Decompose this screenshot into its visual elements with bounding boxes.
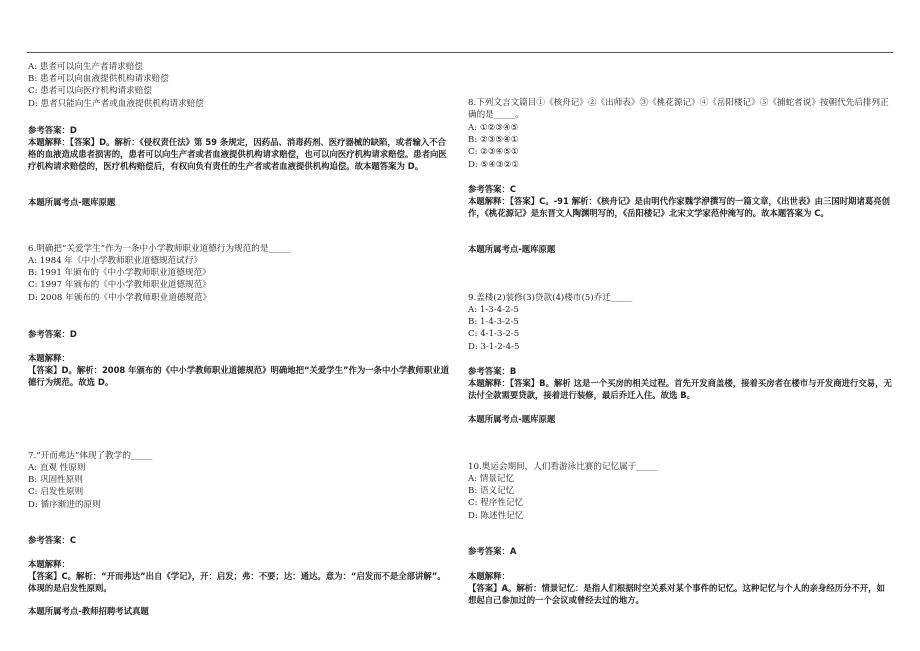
- q10-answer: 参考答案：A: [468, 546, 517, 556]
- q9-options: [468, 304, 893, 353]
- q9-source: 本题所属考点-题库原题: [468, 414, 556, 424]
- q8-explanation: 本题解释：【答案】C。-91 解析：《核舟记》是由明代作家魏学洢撰写的一篇文章，《出世表》由三国时期诸葛亮创作，《桃花源记》是东晋文人陶渊明写的，《岳阳楼记》北宋文学家范仲淹写的。故本题答案为 C。: [468, 196, 890, 219]
- q9-answer: 参考答案：B: [468, 366, 517, 376]
- q7-explanation: 【答案】C。解析：“开而弗达”出自《学记》，开：启发；弗：不要；达：通达。意为：“启发而不是全部讲解”。体现的是启发性原则。: [28, 571, 446, 594]
- q9-explanation: 本题解释：【答案】B。解析 这是一个买房的相关过程。首先开发商盖楼，接着买房者在楼市与开发商进行交易，无法付全款需要贷款，接着进行装修，最后乔迁入住。故选 B。: [468, 378, 892, 401]
- option: A: 直观 性原则: [28, 463, 86, 473]
- q6-explanation: 【答案】D。解析：2008 年颁布的《中小学教师职业道德规范》明确地把“关爱学生”作为一条中小学教师职业道德行为规范。故选 D。: [28, 365, 450, 388]
- q10-title: 10.奥运会期间，人们看游泳比赛的记忆属于_____: [468, 462, 658, 472]
- q8-source: 本题所属考点-题库原题: [468, 244, 556, 254]
- option: D: 3-1-2-4-5: [468, 341, 520, 352]
- q6-explain-label: 本题解释：: [28, 353, 70, 363]
- option: C: 1997 年颁布的《中小学教师职业道德规范》: [28, 280, 211, 291]
- q6-options: [28, 255, 453, 304]
- q5-source: 本题所属考点-题库原题: [28, 197, 116, 207]
- q7-explain-label: 本题解释：: [28, 559, 70, 569]
- option: C: 程序性记忆: [468, 498, 524, 509]
- option: C: 患者可以向医疗机构请求赔偿: [28, 86, 152, 97]
- option: A: 1-3-4-2-5: [468, 305, 519, 315]
- option: B: 患者可以向血液提供机构请求赔偿: [28, 74, 169, 85]
- option: B: 语义记忆: [468, 486, 515, 497]
- option: B: ②③⑤④①: [468, 135, 519, 146]
- q9-title: 9.盖楼(2)装修(3)贷款(4)楼市(5)乔迁_____: [468, 293, 633, 303]
- q5-answer: 参考答案：D: [28, 125, 77, 135]
- q6-title: 6.明确把“关爱学生”作为一条中小学教师职业道德行为规范的是_____: [28, 244, 290, 254]
- option: B: 1-4-3-2-5: [468, 317, 519, 328]
- option: D: 2008 年颁布的《中小学教师职业道德规范》: [28, 292, 212, 303]
- q8-title: 8.下列文言文篇目①《核舟记》②《出师表》③《桃花源记》④《岳阳楼记》⑤《捕蛇者说》按朝代先后排列正确的是_____。: [468, 98, 889, 121]
- q10-explanation: 【答案】A。解析：情景记忆：是指人们根据时空关系对某个事件的记忆。这种记忆与个人的亲身经历分不开，如想起自己参加过的一个会议或曾经去过的地方。: [468, 583, 885, 606]
- q5-options: [28, 61, 453, 110]
- option: C: 启发性原则: [28, 487, 84, 498]
- header-rule: [27, 52, 893, 53]
- option: C: ②③④⑤①: [468, 147, 519, 158]
- option: C: 4-1-3-2-5: [468, 329, 520, 340]
- q7-answer: 参考答案：C: [28, 535, 77, 545]
- option: A: ①②③④⑤: [468, 123, 519, 133]
- option: B: 1991 年颁布的《中小学教师职业道德规范》: [28, 268, 211, 279]
- option: A: 患者可以向生产者请求赔偿: [28, 62, 143, 72]
- option: B: 巩固性原则: [28, 475, 83, 486]
- q8-options: [468, 122, 893, 171]
- q5-explanation: 本题解释：【答案】D。解析：《侵权责任法》第 59 条规定，因药品、消毒药剂、医疗器械的缺陷，或者输入不合格的血液造成患者损害的，患者可以向生产者或者血液提供机构请求赔偿，也可以向医疗机构请求赔偿。患者向医疗机构请求赔偿的，医疗机构赔偿后，有权向负有责任的生产者或者血液提供机构追偿。故本题答案为 D。: [28, 137, 447, 172]
- q8-answer: 参考答案：C: [468, 184, 517, 194]
- option: D: 循序渐进的原则: [28, 499, 101, 510]
- q7-title: 7.“开而弗达”体现了教学的_____: [28, 451, 153, 461]
- option: D: 患者只能向生产者或血液提供机构请求赔偿: [28, 98, 204, 109]
- q10-explain-label: 本题解释：: [468, 571, 510, 581]
- q6-answer: 参考答案：D: [28, 329, 77, 339]
- option: A: 情景记忆: [468, 474, 515, 484]
- q7-options: [28, 462, 453, 511]
- option: D: ⑤④③②①: [468, 159, 520, 170]
- option: A: 1984 年《中小学教师职业道德规范试行》: [28, 256, 202, 266]
- q7-source: 本题所属考点-教师招聘考试真题: [28, 606, 149, 616]
- q10-options: [468, 473, 893, 522]
- option: D: 陈述性记忆: [468, 510, 524, 521]
